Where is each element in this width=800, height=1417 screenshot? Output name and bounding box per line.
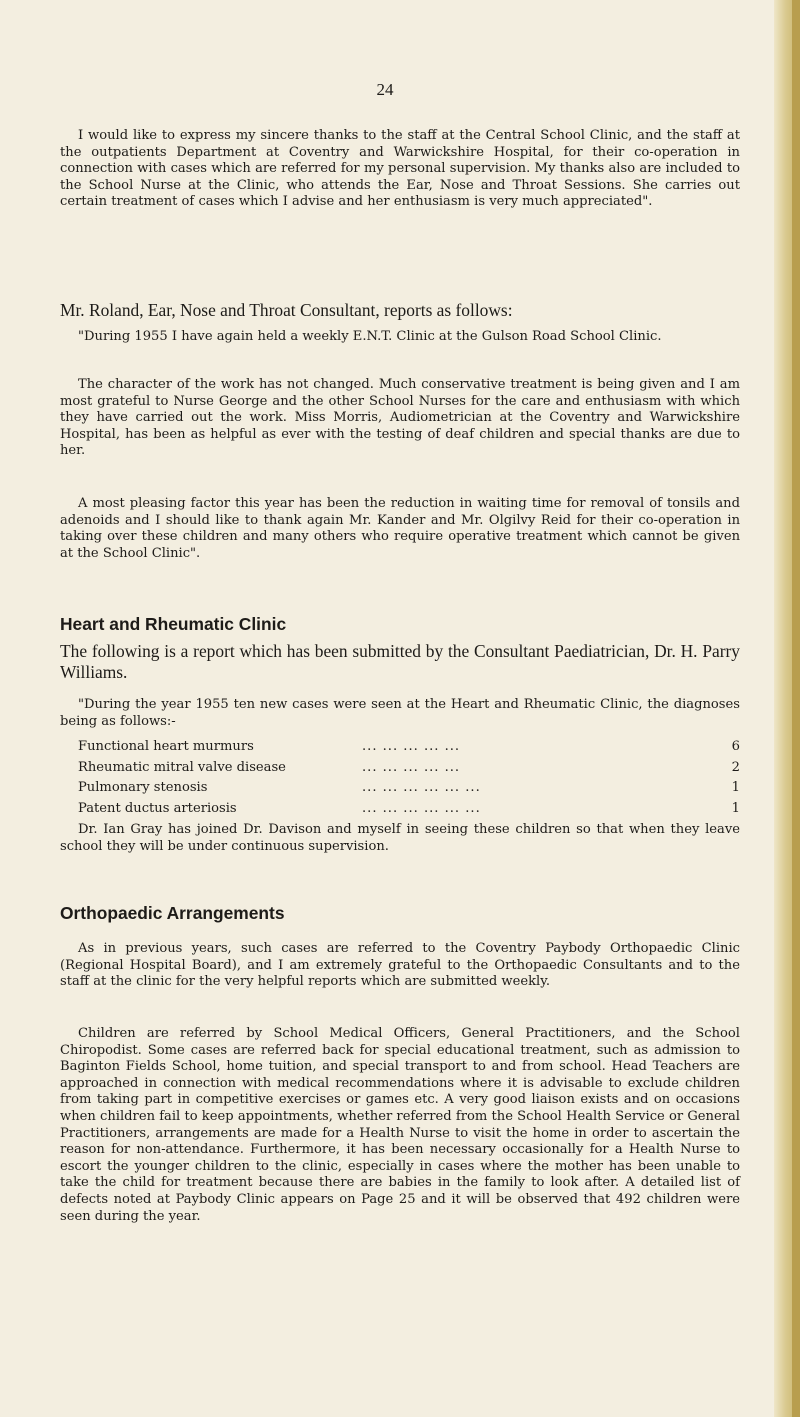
ent-heading: Mr. Roland, Ear, Nose and Throat Consultant, reports as follows:	[60, 300, 513, 320]
ortho-heading: Orthopaedic Arrangements	[60, 903, 285, 923]
intro-paragraph: I would like to express my sincere thanks to the staff at the Central School Clinic, and the staff at the outpatients Department at Coventry and Warwickshire Hospital, for their co-operation in connection with cases which are referred for my personal supervision. My thanks also are included to the School Nurse at the Clinic, who attends the Ear, Nose and Throat Sessions. She carries out certain treatment of cases which I advise and her enthusiasm is very much appreciated".	[60, 128, 740, 210]
ortho-paragraph-2: Children are referred by School Medical Officers, General Practitioners, and the School Chiropodist. Some cases are referred back for special educational treatment, such as admission to Baginton Fields School, home tuition, and special transport to and from school. Head Teachers are approached in connection with medical recommendations where it is advisable to exclude children from taking part in competitive exercises or games etc. A very good liaison exists and on occasions when children fail to keep appointments, whether referred from the School Health Service or General Practitioners, arrangements are made for a Health Nurse to visit the home in order to ascertain the reason for non-attendance. Furthermore, it has been necessary occasionally for a Health Nurse to escort the younger children to the clinic, especially in cases where the mother has been unable to take the child for treatment because there are babies in the family to look after. A detailed list of defects noted at Paybody Clinic appears on Page 25 and it will be observed that 492 children were seen during the year.	[60, 1026, 740, 1224]
ortho-paragraph-1: As in previous years, such cases are referred to the Coventry Paybody Orthopaedic Clinic (Regional Hospital Board), and I am extremely grateful to the Orthopaedic Consultants and to the staff at the clinic for the very helpful reports which are submitted weekly.	[60, 941, 740, 990]
diagnosis-count: 1	[731, 801, 740, 817]
diagnoses-table	[78, 739, 740, 822]
diagnosis-label: Patent ductus arteriosis	[78, 801, 237, 817]
page-edge-shadow	[792, 0, 800, 1417]
heart-closing: Dr. Ian Gray has joined Dr. Davison and myself in seeing these children so that when they leave school they will be under continuous supervision.	[60, 822, 740, 854]
ent-paragraph-3: A most pleasing factor this year has been the reduction in waiting time for removal of tonsils and adenoids and I should like to thank again Mr. Kander and Mr. Olgilvy Reid for their co-operation in taking over these children and many others who require operative treatment which cannot be given at the School Clinic".	[60, 496, 740, 561]
diagnosis-row	[78, 739, 740, 760]
diagnosis-label: Rheumatic mitral valve disease	[78, 759, 286, 775]
heart-quote: "During the year 1955 ten new cases were seen at the Heart and Rheumatic Clinic, the diagnoses being as follows:-	[60, 697, 740, 729]
leader-dots: ... ... ... ... ...	[362, 759, 461, 775]
diagnosis-label: Functional heart murmurs	[78, 739, 254, 754]
diagnosis-count: 1	[731, 780, 740, 796]
ent-paragraph-1: "During 1955 I have again held a weekly E.N.T. Clinic at the Gulson Road School Clinic.	[78, 329, 662, 344]
diagnosis-count: 6	[731, 739, 740, 754]
diagnosis-row	[78, 801, 740, 822]
leader-dots: ... ... ... ... ...	[362, 739, 461, 754]
diagnosis-row	[78, 780, 740, 801]
diagnosis-count: 2	[731, 759, 740, 775]
page-number: 24	[376, 80, 394, 99]
leader-dots: ... ... ... ... ... ...	[362, 780, 481, 796]
diagnosis-row	[78, 760, 740, 781]
heart-heading: Heart and Rheumatic Clinic	[60, 614, 287, 634]
leader-dots: ... ... ... ... ... ...	[362, 801, 481, 817]
diagnosis-label: Pulmonary stenosis	[78, 780, 208, 796]
heart-intro: The following is a report which has been submitted by the Consultant Paediatrician, Dr. H. Parry Williams.	[60, 641, 740, 682]
ent-paragraph-2: The character of the work has not changed. Much conservative treatment is being given and I am most grateful to Nurse George and the other School Nurses for the care and enthusiasm with which they have carried out the work. Miss Morris, Audiometrician at the Coventry and Warwickshire Hospital, has been as helpful as ever with the testing of deaf children and special thanks are due to her.	[60, 377, 740, 459]
